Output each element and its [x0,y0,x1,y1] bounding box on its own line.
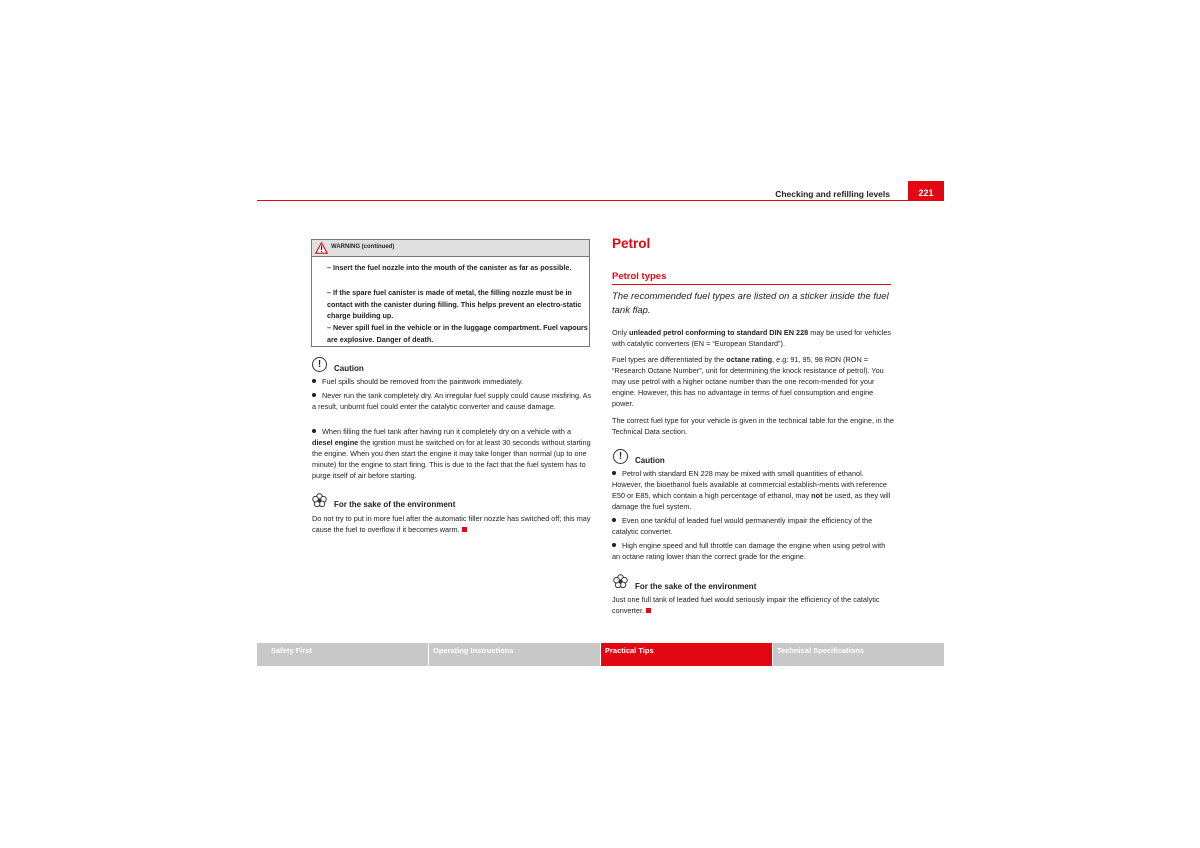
warning-item: – Insert the fuel nozzle into the mouth of the canister as far as possible. [327,263,572,272]
footer-tab-practical-tips[interactable]: Practical Tips [601,643,772,666]
page-number: 221 [908,181,944,201]
paragraph-text-bold: unleaded petrol conforming to standard DIN EN 228 [629,328,809,337]
running-header-title: Checking and refilling levels [775,189,890,199]
subsection-rule [612,284,891,285]
caution-icon: ! [312,357,327,372]
paragraph [612,354,894,409]
footer-tab-technical-specifications[interactable]: Technical Specifications [773,643,944,666]
caution-text: be used, as they will damage the fuel system. [612,491,891,511]
end-of-section-mark [646,608,651,613]
caution-text: Petrol with standard EN 228 may be mixed with small quantities of ethanol. However, the bioethanol fuels available at commercial establish-ments with reference E50 or E85, which contain a high percentage of ethanol, may [612,469,887,500]
intro-text: The recommended fuel types are listed on a sticker inside the fuel tank flap. [612,291,889,316]
caution-text: Never run the tank completely dry. An irregular fuel supply could cause misfiring. As a result, unburnt fuel could enter the catalytic converter and cause damage. [312,391,592,411]
caution-title: Caution [635,456,665,465]
caution-text-bold: diesel engine [312,438,359,447]
bullet-dot [612,543,616,547]
warning-triangle-icon [315,242,328,254]
paragraph-text-bold: octane rating [726,355,773,364]
environment-title: For the sake of the environment [635,582,757,591]
warning-item: – If the spare fuel canister is made of metal, the filling nozzle must be in contact with the canister during filling. This helps prevent an electro-static charge building up. [327,288,582,320]
bullet-dot [312,379,316,383]
paragraph: The correct fuel type for your vehicle is given in the technical table for the engine, in the Technical Data section. [612,416,894,436]
warning-title: WARNING (continued) [331,244,395,250]
subsection-heading: Petrol types [612,271,667,282]
caution-bullet [612,515,894,537]
end-of-section-mark [462,527,467,532]
header-rule [257,200,944,201]
environment-text [312,513,594,535]
footer-tab-safety-first[interactable]: Safety First [257,643,428,666]
environment-flower-icon [312,493,327,508]
warning-box [311,239,590,347]
paragraph-text: , e.g: 91, 95, 98 RON (RON = “Research Octane Number”, unit for determining the knock resistance of petrol). You may use petrol with a higher octane number than the one recom-mended for your engine. However, this has no advantage in terms of fuel consumption and engine power. [612,355,884,408]
caution-text: High engine speed and full throttle can damage the engine when using petrol with an octane rating lower than the correct grade for the engine. [612,541,886,561]
paragraph [612,327,894,349]
paragraph-text: Only [612,328,630,337]
caution-title: Caution [334,364,364,373]
bullet-dot [312,429,316,433]
section-heading: Petrol [612,236,651,251]
footer-tab-operating-instructions[interactable]: Operating Instructions [429,643,600,666]
bullet-dot [312,393,316,397]
caution-bullet [312,426,592,481]
caution-text: Fuel spills should be removed from the paintwork immediately. [322,377,524,386]
bullet-dot [612,471,616,475]
caution-bullet [612,540,894,562]
caution-text-bold: not [811,491,823,500]
environment-text-body: Just one full tank of leaded fuel would seriously impair the efficiency of the catalytic converter. [612,595,880,615]
caution-bullet [312,376,592,387]
paragraph-text: Fuel types are differentiated by the [612,355,727,364]
warning-item: – Never spill fuel in the vehicle or in the luggage compartment. Fuel vapours are explosive. Danger of death. [327,323,588,344]
environment-flower-icon [613,574,628,589]
bullet-dot [612,518,616,522]
caution-text: Even one tankful of leaded fuel would permanently impair the efficiency of the catalytic converter. [612,516,873,536]
environment-title: For the sake of the environment [334,500,456,509]
caution-bullet [312,390,592,412]
paragraph-text: may be used for vehicles with catalytic converters (EN = “European Standard”). [612,328,891,348]
caution-bullet [612,468,894,512]
caution-icon: ! [613,449,628,464]
environment-text [612,594,894,616]
warning-header [312,240,589,257]
caution-text: the ignition must be switched on for at least 30 seconds without starting the engine. When you then start the engine it may take longer than normal (up to one minute) for the engine to start firing. This is due to the fact that the fuel system has to purge itself of air before starting. [312,438,591,480]
environment-text-body: Do not try to put in more fuel after the automatic filler nozzle has switched off; this may cause the fuel to overflow if it becomes warm. [312,514,591,534]
caution-text: When filling the fuel tank after having run it completely dry on a vehicle with a [322,427,572,436]
